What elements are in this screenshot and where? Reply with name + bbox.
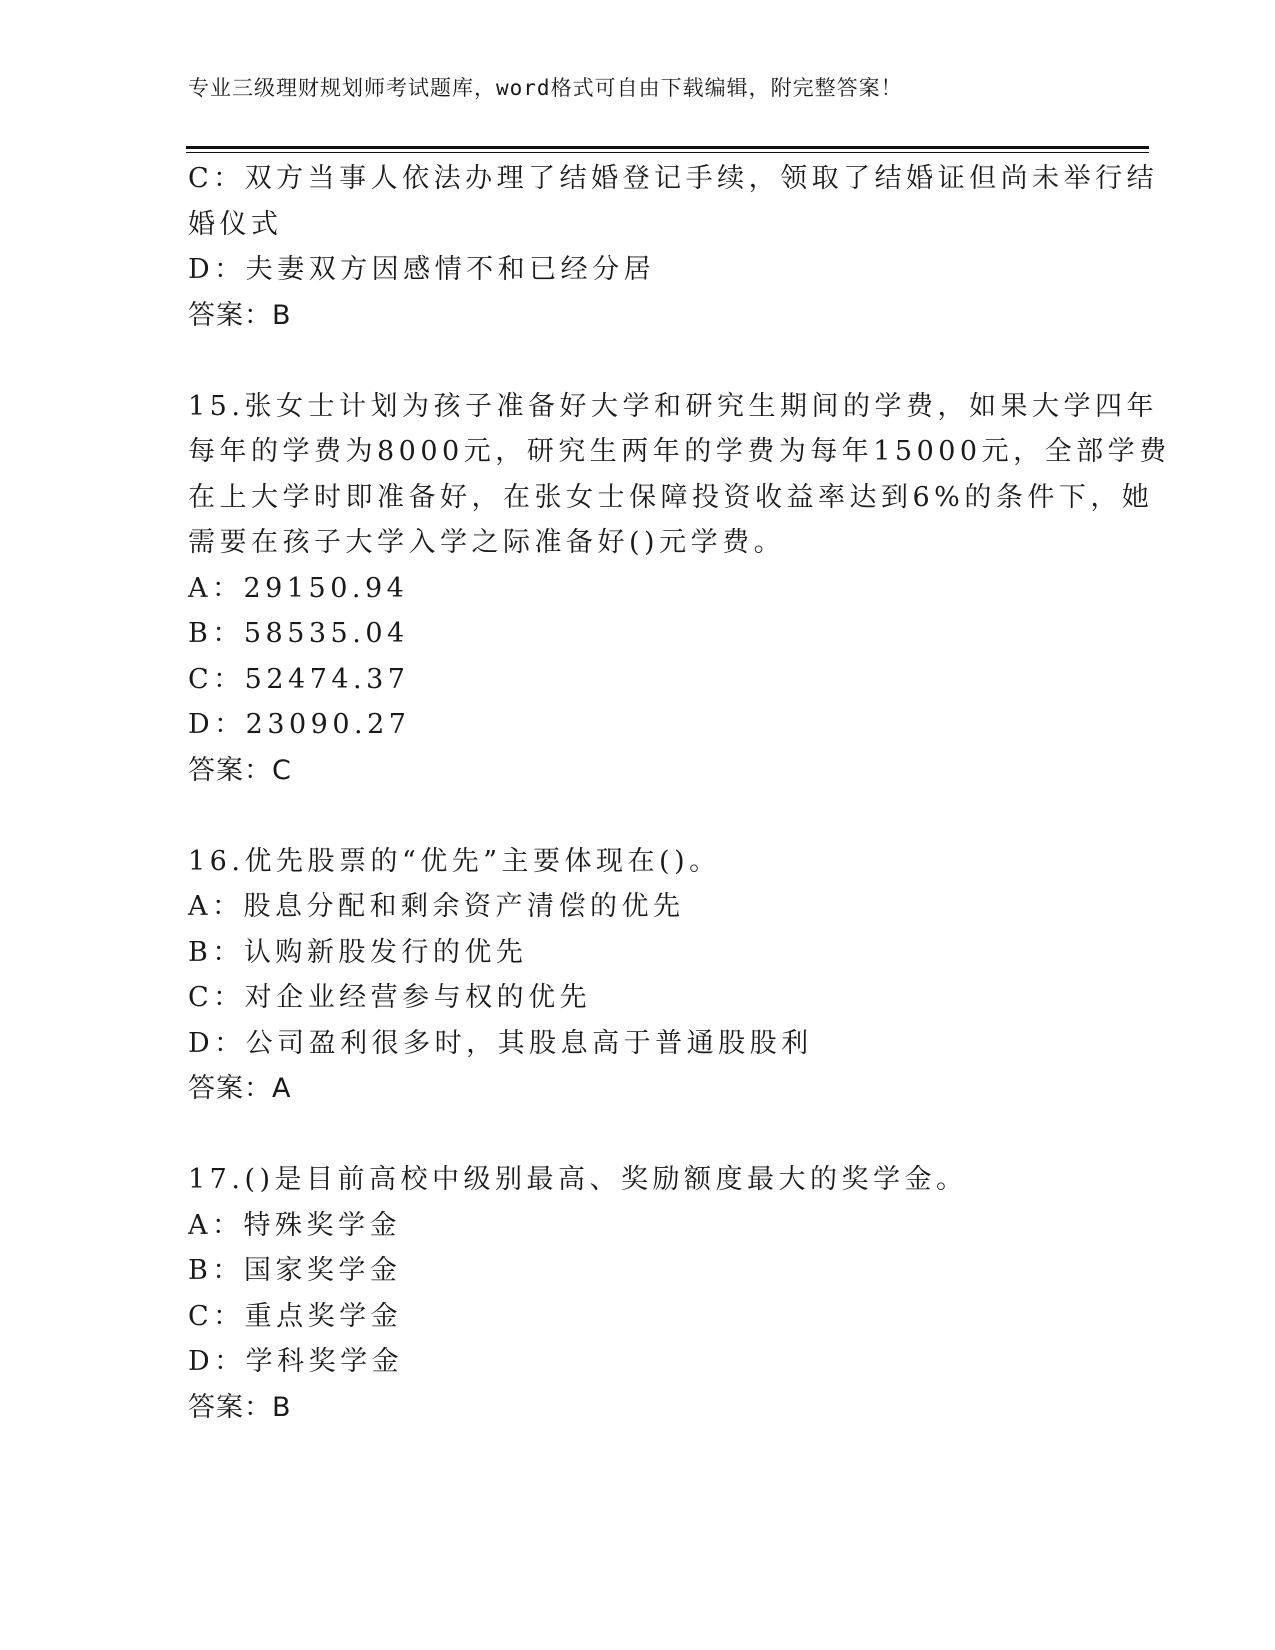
option-c: C：对企业经营参与权的优先 bbox=[188, 982, 592, 1013]
answer: 答案：B bbox=[188, 1391, 292, 1423]
question-stem: 每年的学费为8000元，研究生两年的学费为每年15000元，全部学费 bbox=[188, 436, 1171, 467]
option-d: D：学科奖学金 bbox=[188, 1346, 404, 1377]
question-stem: 16.优先股票的“优先”主要体现在()。 bbox=[188, 845, 721, 877]
option-d: D：夫妻双方因感情不和已经分居 bbox=[188, 254, 656, 285]
answer: 答案：B bbox=[188, 299, 292, 331]
page-header: 专业三级理财规划师考试题库，word格式可自由下载编辑，附完整答案！ bbox=[188, 76, 903, 100]
header-rule-thin bbox=[186, 152, 1149, 153]
answer: 答案：C bbox=[188, 754, 292, 786]
question-stem: 需要在孩子大学入学之际准备好()元学费。 bbox=[188, 527, 786, 558]
header-rule bbox=[186, 146, 1149, 149]
option-c: C：重点奖学金 bbox=[188, 1300, 403, 1332]
option-a: A：29150.94 bbox=[188, 572, 409, 604]
question-stem: 15.张女士计划为孩子准备好大学和研究生期间的学费，如果大学四年 bbox=[188, 390, 1158, 422]
question-stem: 17.()是目前高校中级别最高、奖励额度最大的奖学金。 bbox=[188, 1164, 968, 1195]
question-stem: 在上大学时即准备好，在张女士保障投资收益率达到6%的条件下，她 bbox=[188, 481, 1154, 513]
question-17 bbox=[188, 1157, 1088, 1430]
option-c-line-1: C：双方当事人依法办理了结婚登记手续，领取了结婚证但尚未举行结 bbox=[188, 163, 1159, 194]
option-a: A：特殊奖学金 bbox=[188, 1209, 401, 1241]
option-d: D：23090.27 bbox=[188, 709, 411, 740]
option-c-line-2: 婚仪式 bbox=[188, 208, 283, 240]
question-15 bbox=[188, 384, 1171, 794]
option-d: D：公司盈利很多时，其股息高于普通股股利 bbox=[188, 1027, 813, 1059]
option-b: B：国家奖学金 bbox=[188, 1255, 402, 1286]
option-c: C：52474.37 bbox=[188, 663, 410, 695]
option-b: B：58535.04 bbox=[188, 618, 409, 649]
answer: 答案：A bbox=[188, 1073, 292, 1104]
document-body bbox=[188, 156, 1171, 1430]
option-b: B：认购新股发行的优先 bbox=[188, 936, 528, 968]
option-a: A：股息分配和剩余资产清偿的优先 bbox=[188, 891, 685, 922]
question-14-continued bbox=[188, 156, 1159, 338]
question-16 bbox=[188, 839, 1088, 1112]
